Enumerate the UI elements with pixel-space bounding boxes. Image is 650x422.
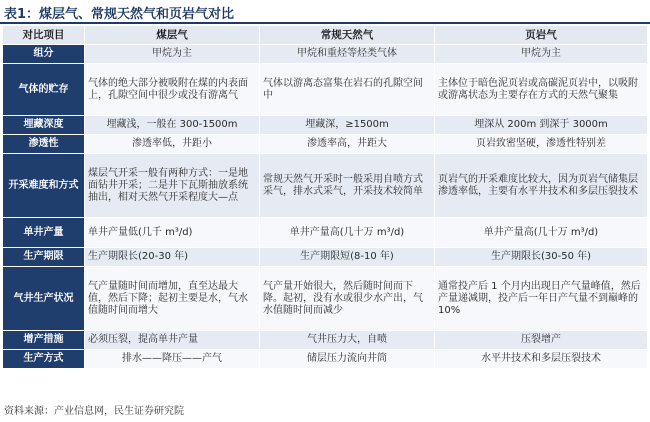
header-item: 对比项目 bbox=[3, 26, 85, 45]
comparison-table bbox=[2, 25, 648, 369]
table-cell: 埋深从 200m 到深于 3000m bbox=[435, 116, 648, 135]
row-label: 生产期限 bbox=[3, 248, 85, 267]
table-row bbox=[3, 116, 648, 135]
row-label: 开采难度和方式 bbox=[3, 154, 85, 218]
table-cell: 单井产量高(几十万 m³/d) bbox=[260, 218, 435, 248]
header-coalbed-methane: 煤层气 bbox=[85, 26, 260, 45]
table-cell: 渗透率低，井距小 bbox=[85, 135, 260, 154]
table-cell: 生产期限长(20-30 年) bbox=[85, 248, 260, 267]
table-row bbox=[3, 331, 648, 350]
row-label: 气体的贮存 bbox=[3, 64, 85, 116]
header-shale-gas: 页岩气 bbox=[435, 26, 648, 45]
row-label: 增产措施 bbox=[3, 331, 85, 350]
table-cell: 甲烷为主 bbox=[435, 45, 648, 64]
header-row bbox=[3, 26, 648, 45]
row-label: 生产方式 bbox=[3, 350, 85, 369]
table-cell: 必须压裂，提高单井产量 bbox=[85, 331, 260, 350]
table-cell: 通常投产后 1 个月内出现日产气量峰值，然后产量递减期，投产后一年日产气量不到巅峰的 10% bbox=[435, 267, 648, 331]
table-cell: 气体的绝大部分被吸附在煤的内表面上，孔隙空间中很少或没有游离气 bbox=[85, 64, 260, 116]
table-cell: 气体以游离态富集在岩石的孔隙空间中 bbox=[260, 64, 435, 116]
row-label: 气井生产状况 bbox=[3, 267, 85, 331]
table-cell: 气产量随时间而增加，直至达最大值，然后下降；起初主要是水，气水值随时间而增大 bbox=[85, 267, 260, 331]
table-cell: 常规天然气开采时一般采用自喷方式采气，排水式采气，开采技术较简单 bbox=[260, 154, 435, 218]
header-conventional-gas: 常规天然气 bbox=[260, 26, 435, 45]
table-cell: 气井压力大，自喷 bbox=[260, 331, 435, 350]
row-label: 渗透性 bbox=[3, 135, 85, 154]
table-cell: 渗透率高，井距大 bbox=[260, 135, 435, 154]
table-cell: 气产量开始很大，然后随时间而下降。起初，没有水或很少水产出，气水值随时间而减少 bbox=[260, 267, 435, 331]
table-row bbox=[3, 45, 648, 64]
table-row bbox=[3, 248, 648, 267]
source-note: 资料来源：产业信息网，民生证券研究院 bbox=[4, 406, 184, 417]
table-title: 表1：煤层气、常规天然气和页岩气对比 bbox=[4, 7, 235, 22]
table-row bbox=[3, 64, 648, 116]
table-cell: 甲烷和重烃等烃类气体 bbox=[260, 45, 435, 64]
table-row bbox=[3, 218, 648, 248]
table-row bbox=[3, 135, 648, 154]
table-cell: 生产期限长(30-50 年) bbox=[435, 248, 648, 267]
table-cell: 压裂增产 bbox=[435, 331, 648, 350]
table-row bbox=[3, 350, 648, 369]
title-divider bbox=[0, 22, 650, 24]
table-cell: 煤层气开采一般有两种方式：一是地面钻井开采；二是井下瓦斯抽放系统抽出，相对天然气开采程度大—点 bbox=[85, 154, 260, 218]
table-cell: 单井产量高(几十万 m³/d) bbox=[435, 218, 648, 248]
table-cell: 排水——降压——产气 bbox=[85, 350, 260, 369]
table-row bbox=[3, 267, 648, 331]
table-cell: 单井产量低(几千 m³/d) bbox=[85, 218, 260, 248]
table-cell: 储层压力流向井筒 bbox=[260, 350, 435, 369]
table-cell: 水平井技术和多层压裂技术 bbox=[435, 350, 648, 369]
row-label: 埋藏深度 bbox=[3, 116, 85, 135]
table-cell: 页岩致密坚硬，渗透性特别差 bbox=[435, 135, 648, 154]
row-label: 单井产量 bbox=[3, 218, 85, 248]
table-cell: 埋藏深，≥1500m bbox=[260, 116, 435, 135]
table-row bbox=[3, 154, 648, 218]
table-cell: 甲烷为主 bbox=[85, 45, 260, 64]
table-cell: 生产期限短(8-10 年) bbox=[260, 248, 435, 267]
table-cell: 埋藏浅，一般在 300-1500m bbox=[85, 116, 260, 135]
table-cell: 主体位于暗色泥页岩或高碳泥页岩中，以吸附或游离状态为主要存在方式的天然气聚集 bbox=[435, 64, 648, 116]
table-cell: 页岩气的开采难度比较大，因为页岩气储集层渗透率低，主要有水平井技术和多层压裂技术 bbox=[435, 154, 648, 218]
row-label: 组分 bbox=[3, 45, 85, 64]
